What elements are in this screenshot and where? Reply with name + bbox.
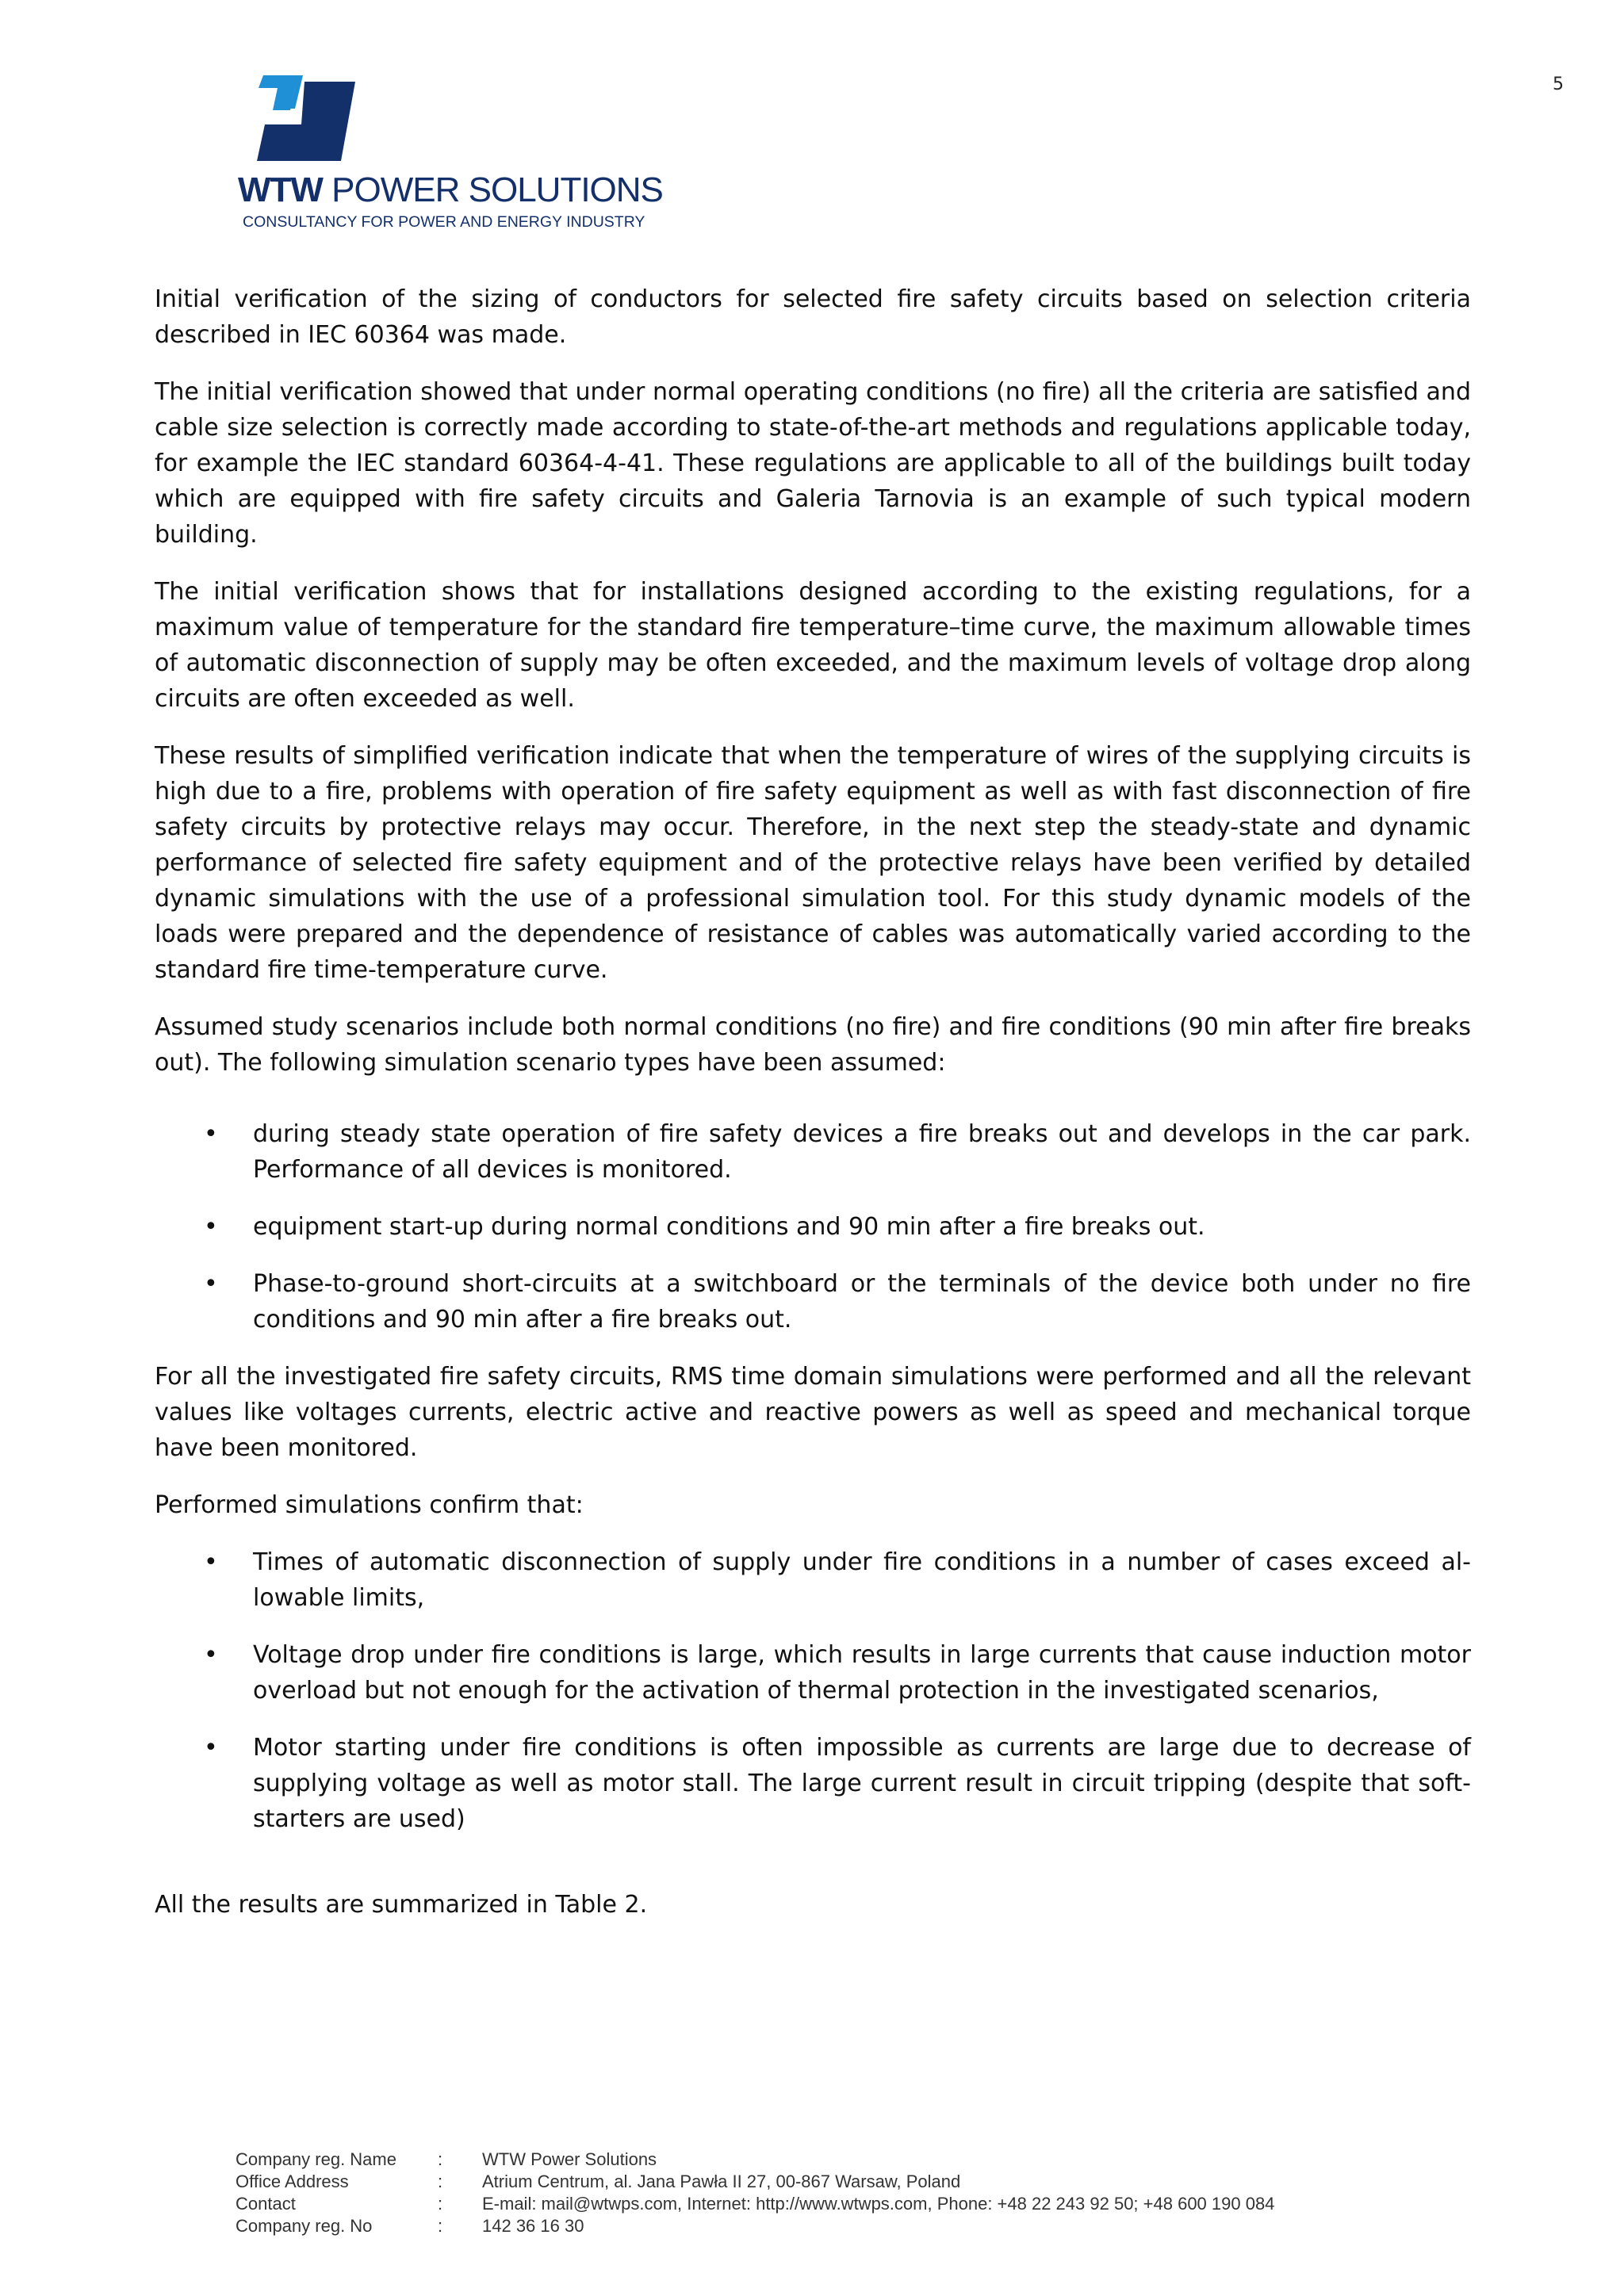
footer-separator: : (438, 2216, 443, 2236)
footer-value: 142 36 16 30 (482, 2216, 584, 2236)
scenario-item: • equipment start-up during normal conditions and 90 min after a fire breaks out. (155, 1209, 1471, 1245)
footer-label: Contact (236, 2194, 296, 2214)
footer-separator: : (438, 2194, 443, 2214)
footer-separator: : (438, 2172, 443, 2191)
footer-label: Office Address (236, 2172, 349, 2191)
logo-tagline: CONSULTANCY FOR POWER AND ENERGY INDUSTRY (243, 213, 645, 231)
paragraph-2: The initial verification showed that under normal operating conditions (no fire) all the criteria are satisfied and cable size selection is correctly made according to state-of-the-art methods and regulations applicable today, for example the IEC standard 60364-4-41. These regulations are applicable to all of the buildings built today which are equipped with fire safety circuits and Galeria Tarnovia is an example of such typical modern building. (155, 378, 1471, 549)
footer-row-name (236, 2149, 1274, 2171)
footer-row-address (236, 2171, 1274, 2193)
page-number: 5 (1553, 75, 1564, 94)
paragraph-1: Initial verification of the sizing of conductors for selected fire safety circuits based on selection criteria described in IEC 60364 was made. (155, 285, 1471, 349)
company-footer (236, 2149, 1274, 2237)
paragraph-5: Assumed study scenarios include both normal conditions (no fire) and fire conditions (90 min after fire breaks out). The following simulation scenario types have been assumed: (155, 1013, 1471, 1077)
summary-paragraph: All the results are summarized in Table 2. (155, 1891, 648, 1919)
footer-separator: : (438, 2149, 443, 2169)
logo-name-bold: WTW (238, 170, 323, 209)
footer-row-reg-no (236, 2215, 1274, 2237)
scenario-item: • Phase-to-ground short-circuits at a switchboard or the terminals of the device both under no fire conditions and 90 min after a fire breaks out. (155, 1266, 1471, 1337)
footer-label: Company reg. No (236, 2216, 373, 2236)
finding-item: • Times of automatic disconnection of supply under fire conditions in a number of cases exceed allowable limits, (155, 1544, 1471, 1616)
logo-name-rest: POWER SOLUTIONS (331, 170, 663, 209)
logo-company-name (238, 170, 663, 210)
document-body (155, 281, 1471, 1944)
footer-value: Atrium Centrum, al. Jana Pawła II 27, 00-867 Warsaw, Poland (482, 2172, 961, 2191)
finding-item: • Voltage drop under fire conditions is large, which results in large currents that cause induction motor overload but not enough for the activation of thermal protection in the investigated scenarios, (155, 1637, 1471, 1709)
company-logo (238, 75, 682, 242)
footer-label: Company reg. Name (236, 2149, 396, 2169)
finding-item: • Motor starting under fire conditions is often impossible as currents are large due to decrease of supplying voltage as well as motor stall. The large current result in circuit tripping (despite that soft-starters are used) (155, 1730, 1471, 1837)
logo-mark-icon (255, 75, 366, 161)
paragraph-3: The initial verification shows that for installations designed according to the existing regulations, for a maximum value of temperature for the standard fire temperature–time curve, the maximum allowable times of automatic disconnection of supply may be often exceeded, and the maximum levels of voltage drop along circuits are often exceeded as well. (155, 578, 1471, 713)
scenario-list (155, 1116, 1471, 1337)
paragraph-6: For all the investigated fire safety circuits, RMS time domain simulations were performed and all the relevant values like voltages currents, electric active and reactive powers as well as speed and mechanical torque have been monitored. (155, 1363, 1471, 1462)
paragraph-7: Performed simulations confirm that: (155, 1491, 584, 1519)
footer-value: WTW Power Solutions (482, 2149, 657, 2169)
scenario-item: • during steady state operation of fire safety devices a fire breaks out and develops in the car park. Performance of all devices is monitored. (155, 1116, 1471, 1188)
footer-value: E-mail: mail@wtwps.com, Internet: http://www.wtwps.com, Phone: +48 22 243 92 50; +48 600 190 084 (482, 2194, 1275, 2214)
footer-row-contact (236, 2193, 1274, 2215)
findings-list (155, 1544, 1471, 1837)
paragraph-4: These results of simplified verification indicate that when the temperature of wires of the supplying circuits is high due to a fire, problems with operation of fire safety equipment as well as with fast disconnection of fire safety circuits by protective relays may occur. Therefore, in the next step the steady-state and dynamic performance of selected fire safety equipment and of the protective relays have been verified by detailed dynamic simulations with the use of a professional simulation tool. For this study dynamic models of the loads were prepared and the dependence of resistance of cables was automatically varied according to the standard fire time-temperature curve. (155, 742, 1471, 984)
